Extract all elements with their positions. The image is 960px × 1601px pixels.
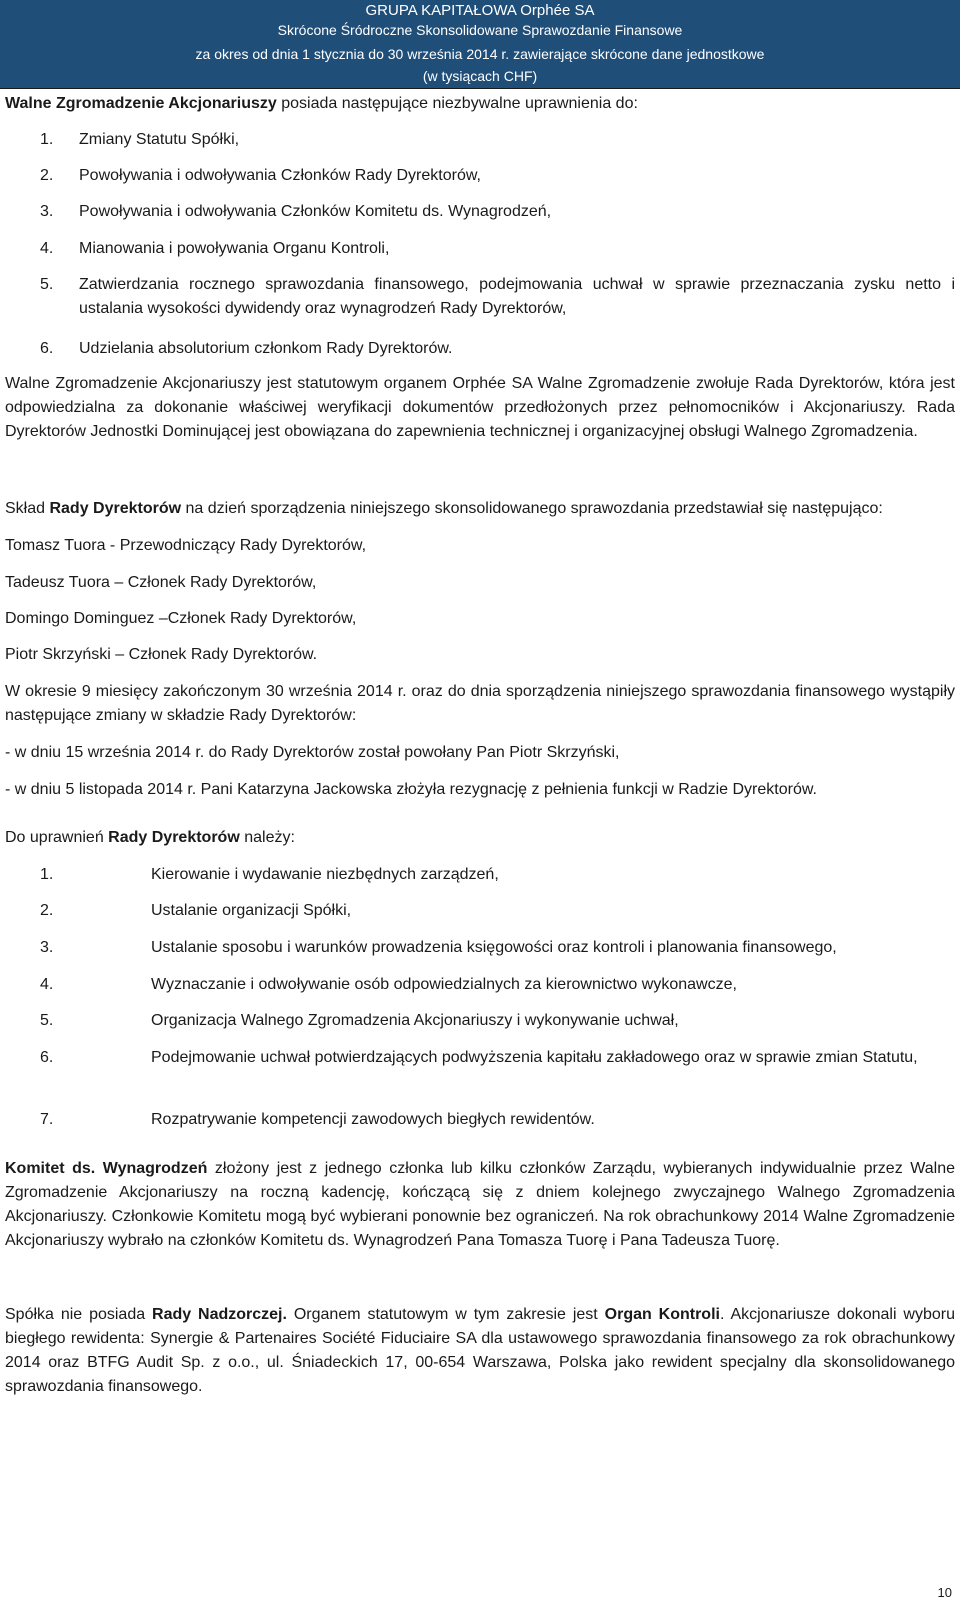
text-span: należy: xyxy=(239,829,295,846)
gm-paragraph: Walne Zgromadzenie Akcjonariuszy jest statutowym organem Orphée SA Walne Zgromadzenie zwołuje Rada Dyrektorów, która jest odpowiedzialna za dokonanie właściwej weryfikacji dokumentów przedłożonych przez pełnomocników i Akcjonariuszy. Rada Dyrektorów Jednostki Dominującej jest obowiązana do zapewnienia technicznej i organizacyjnej obsługi Walnego Zgromadzenia. xyxy=(5,375,955,440)
list-number: 3. xyxy=(40,203,54,220)
list-number: 7. xyxy=(40,1111,54,1128)
report-currency: (w tysiącach CHF) xyxy=(422,68,538,84)
list-text: Powoływania i odwoływania Członków Komitetu ds. Wynagrodzeń, xyxy=(79,203,552,220)
list-number: 2. xyxy=(40,902,54,919)
list-text: Organizacja Walnego Zgromadzenia Akcjonariuszy i wykonywanie uchwał, xyxy=(151,1012,679,1029)
board-label: Rady Dyrektorów xyxy=(49,500,182,517)
list-text: Mianowania i powoływania Organu Kontroli, xyxy=(79,240,390,257)
board-member: Piotr Skrzyński – Członek Rady Dyrektorów. xyxy=(5,646,318,663)
list-text: Udzielania absolutorium członkom Rady Dyrektorów. xyxy=(79,340,453,357)
list-number: 2. xyxy=(40,167,54,184)
list-text: Zmiany Statutu Spółki, xyxy=(79,131,240,148)
header-divider xyxy=(0,88,960,89)
text-span: Skład xyxy=(5,500,50,517)
list-text: Wyznaczanie i odwoływanie osób odpowiedzialnych za kierownictwo wykonawcze, xyxy=(151,976,737,993)
text-span: Do uprawnień xyxy=(5,829,109,846)
list-text: Rozpatrywanie kompetencji zawodowych biegłych rewidentów. xyxy=(151,1111,595,1128)
list-number: 1. xyxy=(40,866,54,883)
list-text: Kierowanie i wydawanie niezbędnych zarządzeń, xyxy=(151,866,499,883)
board-changes-intro: W okresie 9 miesięcy zakończonym 30 września 2014 r. oraz do dnia sporządzenia niniejszego sprawozdania finansowego wystąpiły następujące zmiany w składzie Rady Dyrektorów: xyxy=(5,683,955,724)
list-number: 6. xyxy=(40,1049,54,1066)
report-period: za okres od dnia 1 stycznia do 30 września 2014 r. zawierające skrócone dane jednostkowe xyxy=(195,46,765,62)
list-text: Podejmowanie uchwał potwierdzających podwyższenia kapitału zakładowego oraz w sprawie zmian Statutu, xyxy=(151,1049,918,1066)
report-header xyxy=(0,0,960,88)
list-text: Ustalanie organizacji Spółki, xyxy=(151,902,352,919)
report-title: Skrócone Śródroczne Skonsolidowane Sprawozdanie Finansowe xyxy=(277,22,683,38)
board-member: Tomasz Tuora - Przewodniczący Rady Dyrektorów, xyxy=(5,537,367,554)
supervisory-paragraph xyxy=(5,1303,955,1399)
list-number: 4. xyxy=(40,976,54,993)
board-rights-intro xyxy=(5,826,955,850)
text-span: . Akcjonariusze dokonali wyboru biegłego rewidenta: Synergie & Partenaires Société Fiduciaire SA dla ustawowego sprawozdania finansowego za rok obrachunkowy 2014 oraz BTFG Audit Sp. z o.o., ul. Śniadeckich 17, 00-654 Warszawa, Polska jako rewident specjalny dla skonsolidowanego sprawozdania finansowego. xyxy=(5,1306,956,1395)
board-composition-intro xyxy=(5,497,955,521)
list-number: 3. xyxy=(40,939,54,956)
list-number: 5. xyxy=(40,1012,54,1029)
list-text: Zatwierdzania rocznego sprawozdania finansowego, podejmowania uchwał w sprawie przeznaczania zysku netto i ustalania wysokości dywidendy oraz wynagrodzeń Rady Dyrektorów, xyxy=(79,276,955,317)
board-label: Rady Dyrektorów xyxy=(108,829,240,846)
page-number: 10 xyxy=(937,1585,952,1600)
list-number: 1. xyxy=(40,131,54,148)
gm-intro-text: posiada następujące niezbywalne uprawnienia do: xyxy=(276,95,638,112)
group-name: GRUPA KAPITAŁOWA Orphée SA xyxy=(365,2,595,19)
board-change: - w dniu 15 września 2014 r. do Rady Dyrektorów został powołany Pan Piotr Skrzyński, xyxy=(5,744,620,761)
list-number: 5. xyxy=(40,276,54,293)
list-text: Powoływania i odwoływania Członków Rady Dyrektorów, xyxy=(79,167,481,184)
text-span: Spółka nie posiada xyxy=(5,1306,153,1323)
supervisory-board-label: Rady Nadzorczej. xyxy=(152,1306,287,1323)
control-body-label: Organ Kontroli xyxy=(604,1306,720,1323)
gm-rights-intro xyxy=(5,92,955,116)
text-span: na dzień sporządzenia niniejszego skonsolidowanego sprawozdania przedstawiał się następująco: xyxy=(181,500,883,517)
committee-label: Komitet ds. Wynagrodzeń xyxy=(5,1160,208,1177)
list-number: 6. xyxy=(40,340,54,357)
board-member: Tadeusz Tuora – Członek Rady Dyrektorów, xyxy=(5,574,317,591)
board-member: Domingo Dominguez –Członek Rady Dyrektorów, xyxy=(5,610,357,627)
list-number: 4. xyxy=(40,240,54,257)
gm-label: Walne Zgromadzenie Akcjonariuszy xyxy=(5,95,277,112)
text-span: złożony jest z jednego członka lub kilku członków Zarządu, wybieranych indywidualnie przez Walne Zgromadzenie Akcjonariuszy na roczną kadencję, kończącą się z dniem kolejnego zwyczajnego Walnego Zgromadzenia Akcjonariuszy. Członkowie Komitetu mogą być wybierani ponownie bez ograniczeń. Na rok obrachunkowy 2014 Walne Zgromadzenie Akcjonariuszy wybrało na członków Komitetu ds. Wynagrodzeń Pana Tomasza Tuorę i Pana Tadeusza Tuorę. xyxy=(5,1160,956,1249)
committee-paragraph xyxy=(5,1157,955,1253)
list-text: Ustalanie sposobu i warunków prowadzenia księgowości oraz kontroli i planowania finansowego, xyxy=(151,939,837,956)
text-span: Organem statutowym w tym zakresie jest xyxy=(286,1306,605,1323)
board-change: - w dniu 5 listopada 2014 r. Pani Katarzyna Jackowska złożyła rezygnację z pełnienia funkcji w Radzie Dyrektorów. xyxy=(5,781,817,798)
